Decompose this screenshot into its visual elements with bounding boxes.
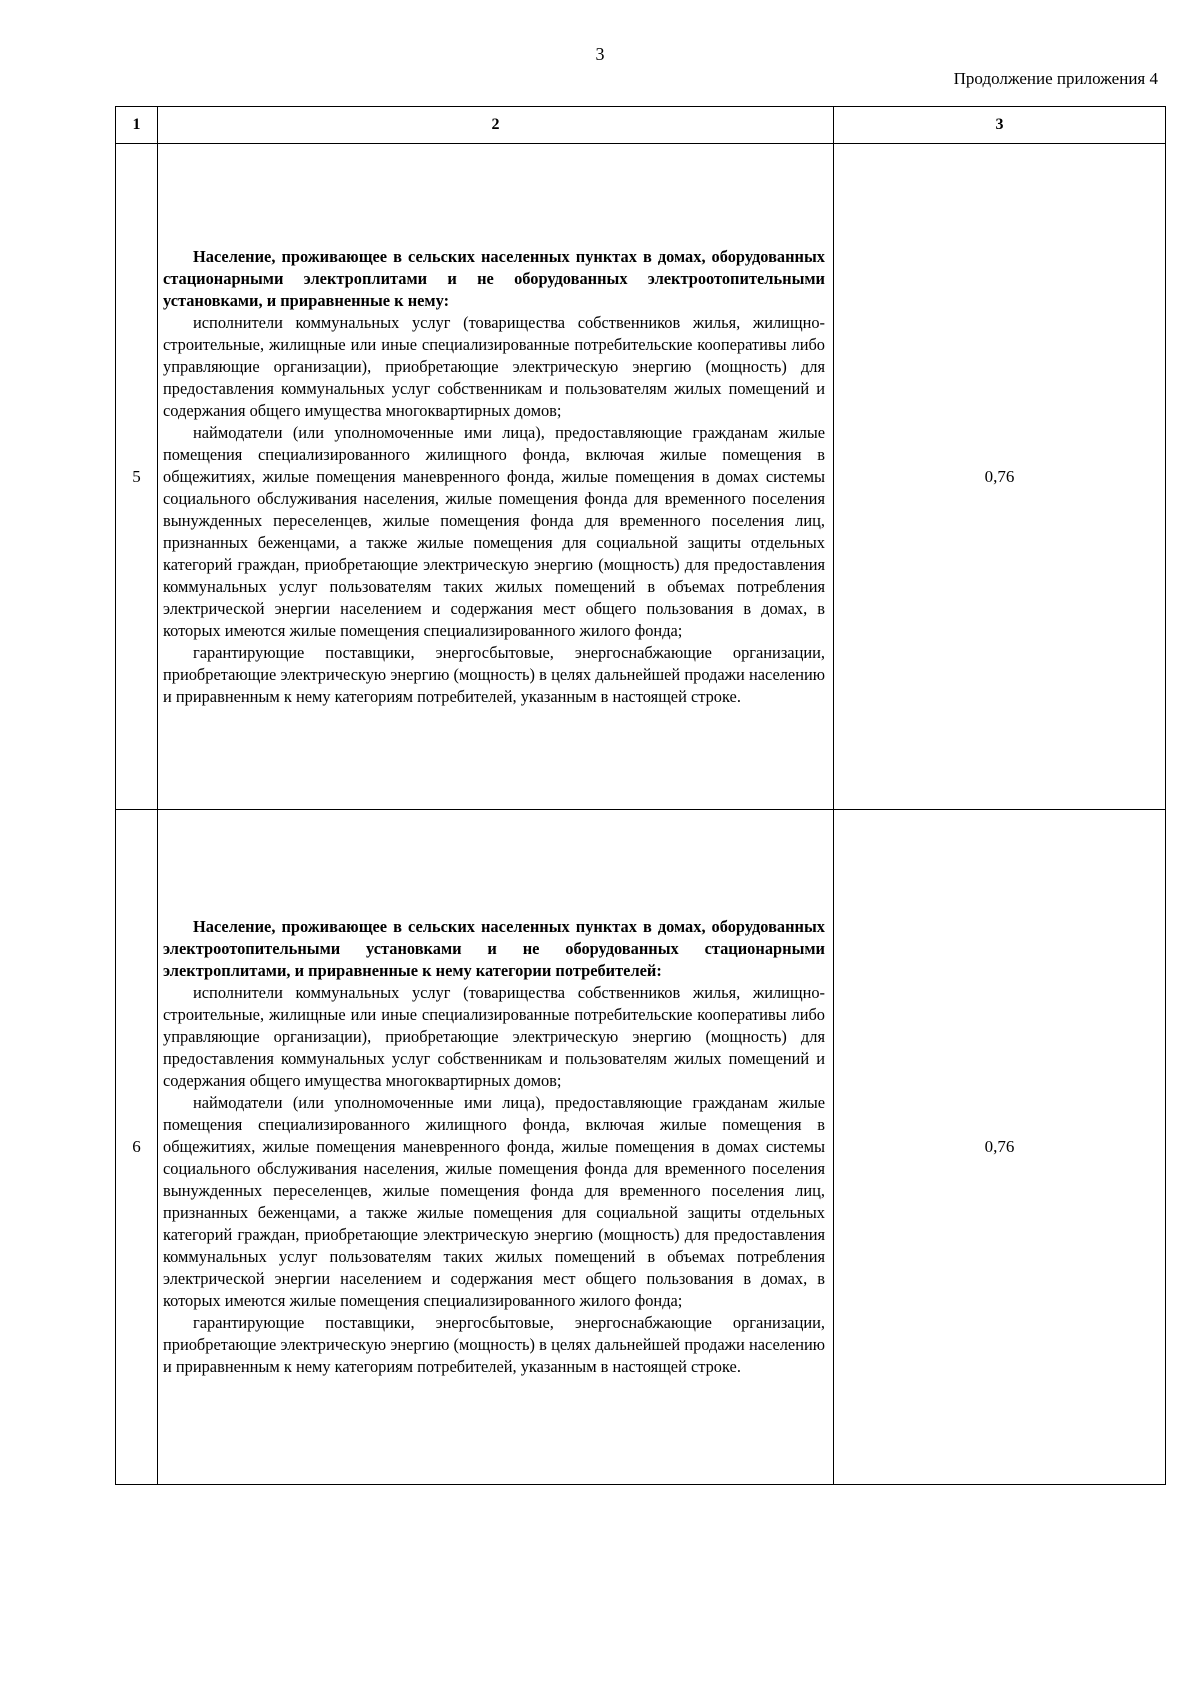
row-paragraph: наймодатели (или уполномоченные ими лица), предоставляющие гражданам жилые помещения специализированного жилищного фонда, включая жилые помещения в общежитиях, жилые помещения маневренного фонда, жилые помещения в домах системы социального обслуживания населения, жилые помещения фонда для временного поселения вынужденных переселенцев, жилые помещения фонда для временного поселения лиц, признанных беженцами, а также жилые помещения для социальной защиты отдельных категорий граждан, приобретающие электрическую энергию (мощность) для предоставления коммунальных услуг пользователям таких жилых помещений в объемах потребления электрической энергии населением и содержания мест общего пользования в домах, в которых имеются жилые помещения специализированного жилого фонда; xyxy=(163,422,825,640)
row-paragraph: исполнители коммунальных услуг (товарищества собственников жилья, жилищно-строительные, жилищные или иные специализированные потребительские кооперативы либо управляющие организации), приобретающие электрическую энергию (мощность) для предоставления коммунальных услуг собственникам и пользователям жилых помещений и содержания общего имущества многоквартирных домов; xyxy=(163,312,825,420)
column-header-1: 1 xyxy=(116,107,158,144)
row-paragraph: наймодатели (или уполномоченные ими лица), предоставляющие гражданам жилые помещения специализированного жилищного фонда, включая жилые помещения в общежитиях, жилые помещения маневренного фонда, жилые помещения в домах системы социального обслуживания населения, жилые помещения фонда для временного поселения вынужденных переселенцев, жилые помещения фонда для временного поселения лиц, признанных беженцами, а также жилые помещения для социальной защиты отдельных категорий граждан, приобретающие электрическую энергию (мощность) для предоставления коммунальных услуг пользователям таких жилых помещений в объемах потребления электрической энергии населением и содержания мест общего пользования в домах, в которых имеются жилые помещения специализированного жилого фонда; xyxy=(163,1093,825,1310)
row-paragraph: исполнители коммунальных услуг (товарищества собственников жилья, жилищно-строительные, жилищные или иные специализированные потребительские кооперативы либо управляющие организации), приобретающие электрическую энергию (мощность) для предоставления коммунальных услуг собственникам и пользователям жилых помещений и содержания общего имущества многоквартирных домов; xyxy=(163,983,825,1090)
row-number: 6 xyxy=(116,810,158,1485)
table-row xyxy=(116,810,1166,1485)
tariff-table xyxy=(115,106,1166,1485)
row-description xyxy=(158,144,834,810)
table-row xyxy=(116,144,1166,810)
row-value: 0,76 xyxy=(834,810,1166,1485)
row-description xyxy=(158,810,834,1485)
row-value: 0,76 xyxy=(834,144,1166,810)
row-paragraph: гарантирующие поставщики, энергосбытовые, энергоснабжающие организации, приобретающие электрическую энергию (мощность) в целях дальнейшей продажи населению и приравненным к нему категориям потребителей, указанным в настоящей строке. xyxy=(163,1313,825,1376)
row-number: 5 xyxy=(116,144,158,810)
continuation-note: Продолжение приложения 4 xyxy=(953,69,1158,88)
column-header-3: 3 xyxy=(834,107,1166,144)
column-header-2: 2 xyxy=(158,107,834,144)
table-header-row xyxy=(116,107,1166,144)
row-paragraph: гарантирующие поставщики, энергосбытовые, энергоснабжающие организации, приобретающие электрическую энергию (мощность) в целях дальнейшей продажи населению и приравненным к нему категориям потребителей, указанным в настоящей строке. xyxy=(163,642,825,706)
row-title: Население, проживающее в сельских населенных пунктах в домах, оборудованных электроотопительными установками и не оборудованных стационарными электроплитами, и приравненные к нему категории потребителей: xyxy=(163,917,825,980)
page-number: 3 xyxy=(595,44,605,64)
row-title: Население, проживающее в сельских населенных пунктах в домах, оборудованных стационарными электроплитами и не оборудованных электроотопительными установками, и приравненные к нему: xyxy=(163,246,825,310)
